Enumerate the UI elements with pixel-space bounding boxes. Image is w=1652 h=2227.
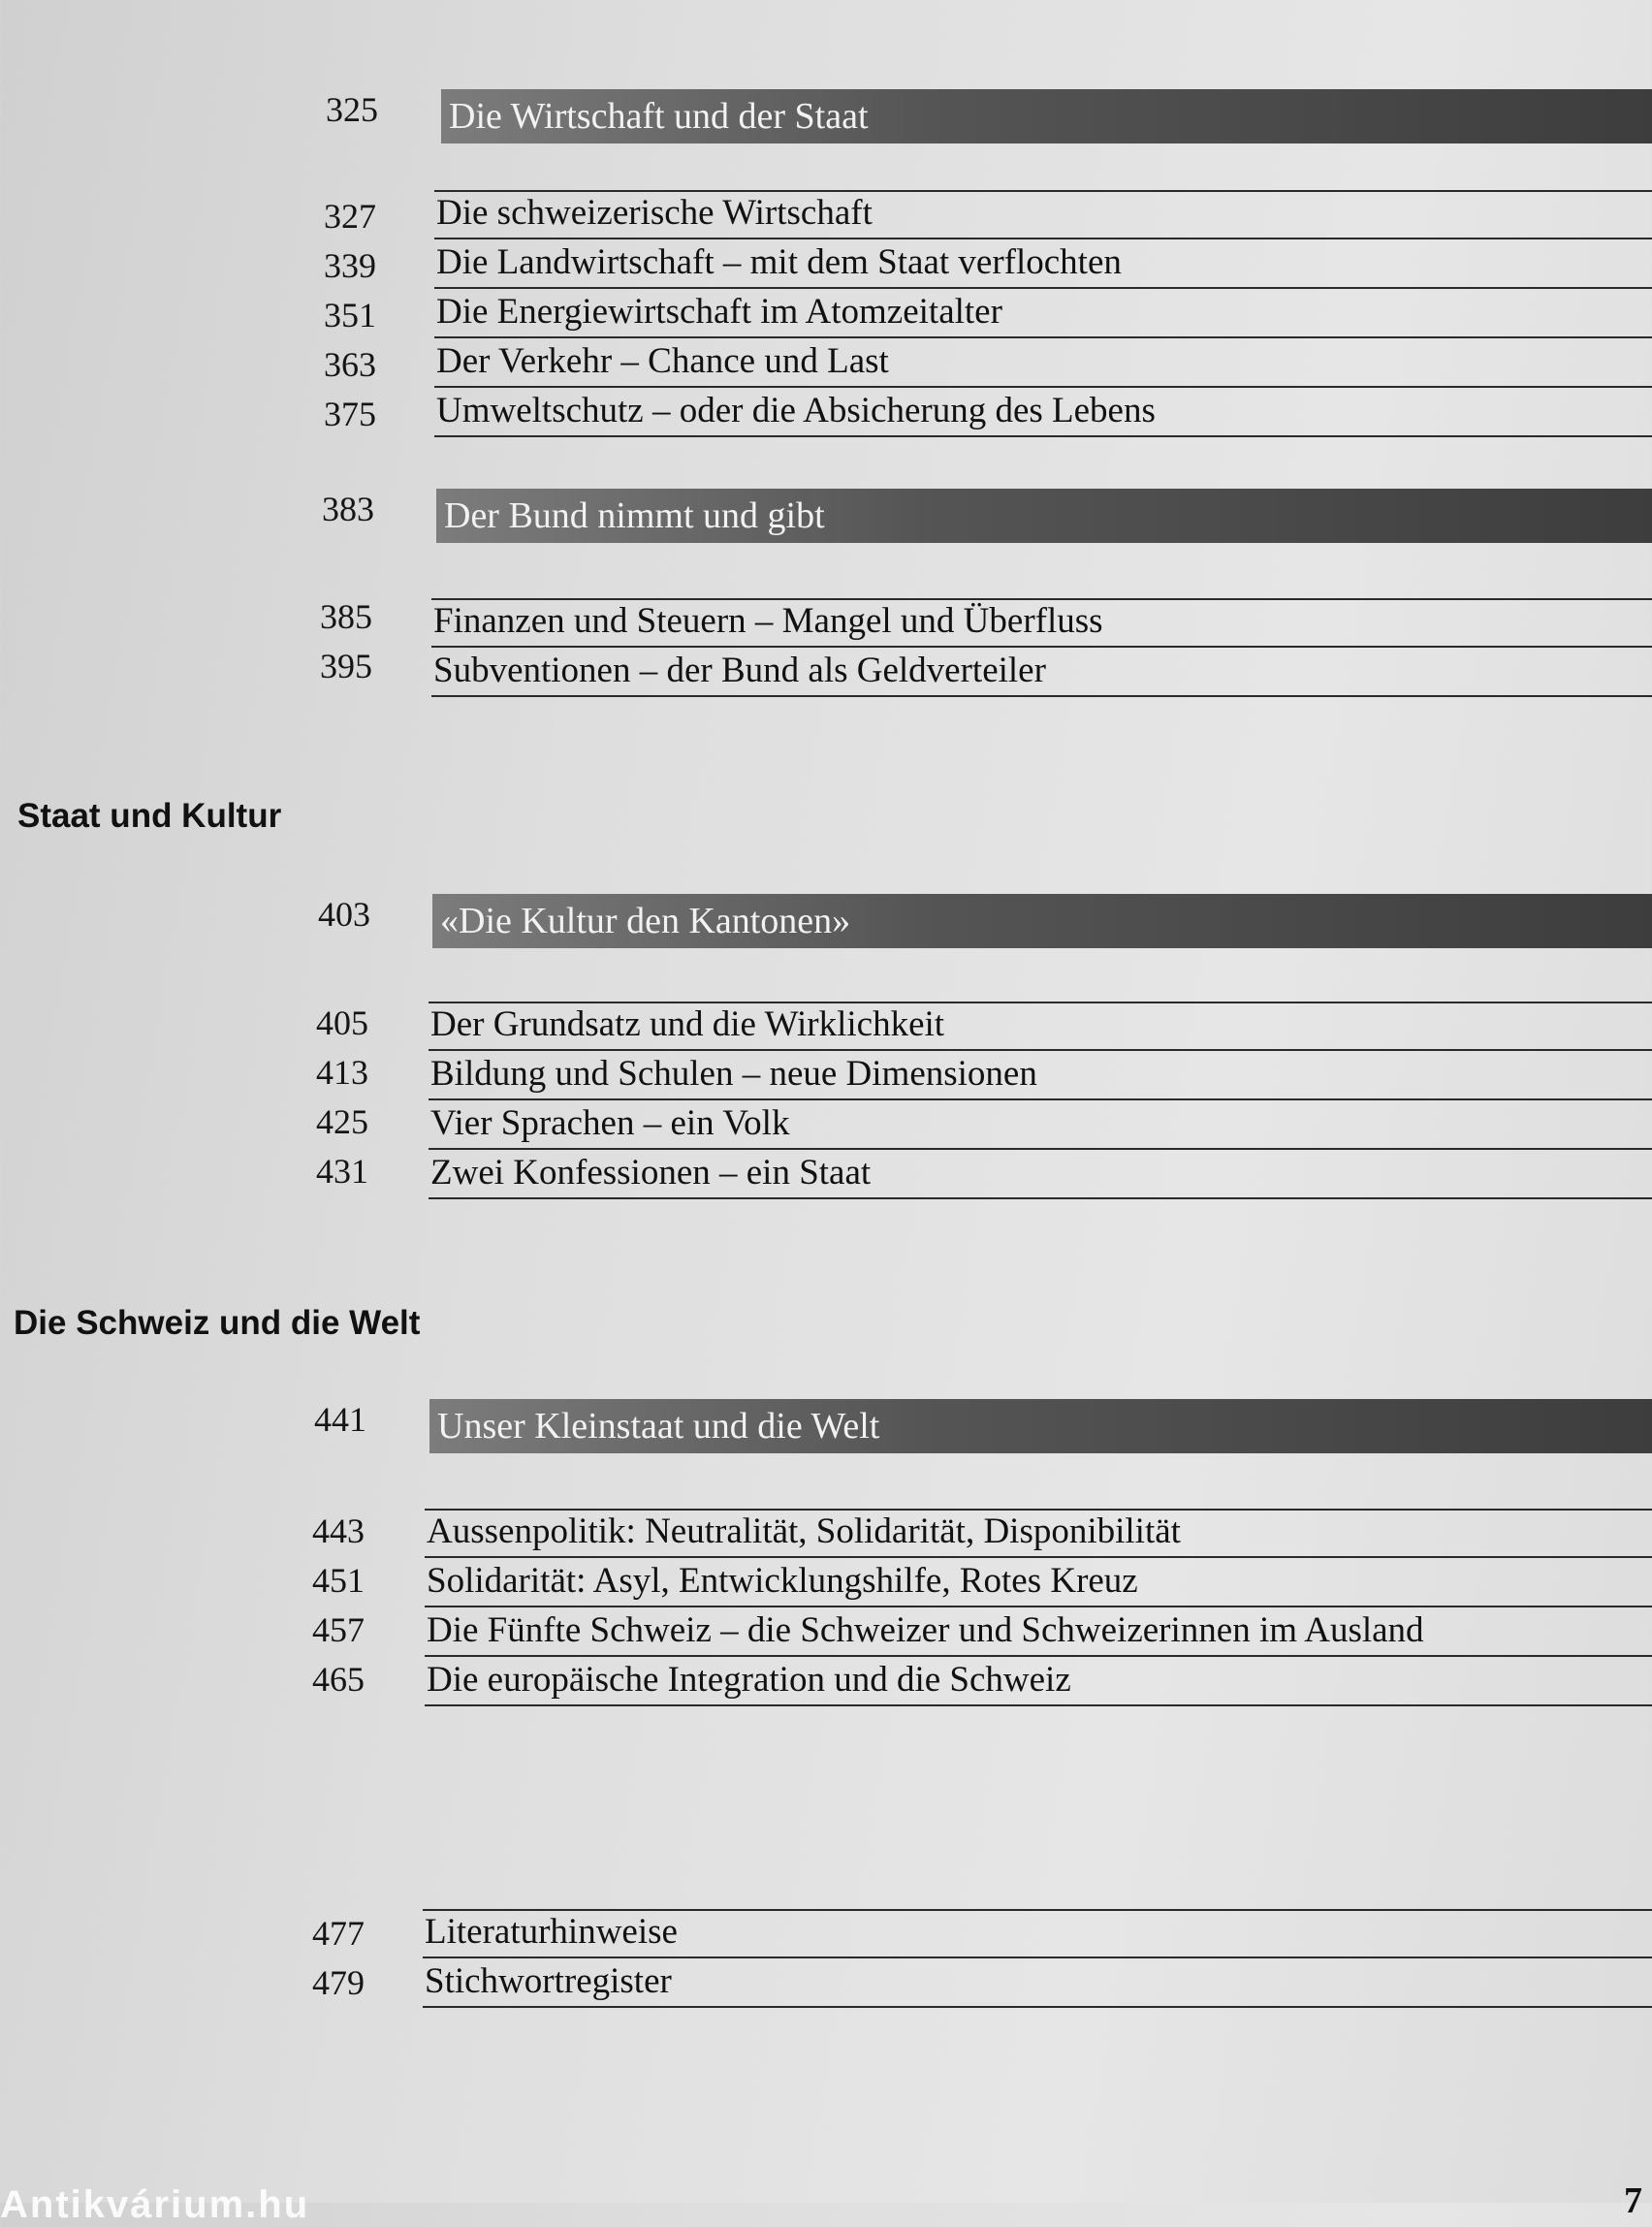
section-heading: Staat und Kultur	[17, 797, 282, 835]
toc-page-number: 443	[312, 1511, 365, 1550]
toc-page-number: 351	[324, 296, 376, 334]
toc-row	[434, 338, 1652, 388]
toc-entry-title: Die schweizerische Wirtschaft	[436, 193, 873, 233]
toc-entry-title: Finanzen und Steuern – Mangel und Überfluss	[433, 601, 1103, 641]
chapter-title-bar: Die Wirtschaft und der Staat	[441, 89, 1652, 143]
toc-row	[434, 289, 1652, 338]
chapter-title-bar: Der Bund nimmt und gibt	[436, 489, 1652, 543]
toc-entry-title: Stichwortregister	[425, 1961, 672, 2001]
toc-row	[429, 1100, 1652, 1150]
toc-entry-title: Die Landwirtschaft – mit dem Staat verflochten	[436, 242, 1122, 282]
toc-row	[431, 648, 1652, 697]
toc-entry-title: Die Energiewirtschaft im Atomzeitalter	[436, 292, 1002, 332]
toc-row	[425, 1509, 1652, 1558]
toc-entry-title: Subventionen – der Bund als Geldverteiler	[433, 651, 1046, 690]
toc-entry-title: Aussenpolitik: Neutralität, Solidarität, Disponibilität	[427, 1511, 1181, 1551]
toc-entry-title: Der Grundsatz und die Wirklichkeit	[430, 1004, 945, 1044]
toc-entry-title: Solidarität: Asyl, Entwicklungshilfe, Rotes Kreuz	[427, 1561, 1138, 1601]
toc-entry-title: Die europäische Integration und die Schweiz	[427, 1660, 1071, 1700]
toc-row	[429, 1002, 1652, 1051]
toc-page-number: 363	[324, 345, 376, 384]
toc-entry-title: Literaturhinweise	[425, 1912, 678, 1952]
toc-entry-title: Bildung und Schulen – neue Dimensionen	[430, 1054, 1037, 1094]
toc-row	[429, 1051, 1652, 1100]
toc-page-number: 395	[320, 647, 372, 685]
toc-page-number: 479	[312, 1963, 365, 2002]
chapter-title-bar: Unser Kleinstaat und die Welt	[429, 1399, 1652, 1453]
chapter-page-number: 441	[314, 1400, 366, 1439]
chapter-page-number: 403	[318, 895, 370, 934]
toc-page-number: 477	[312, 1914, 365, 1953]
toc-entry-title: Der Verkehr – Chance und Last	[436, 341, 889, 381]
toc-page-number: 327	[324, 197, 376, 236]
toc-entry-title: Vier Sprachen – ein Volk	[430, 1103, 790, 1143]
watermark: Antikvárium.hu	[0, 2183, 310, 2226]
toc-row	[423, 1909, 1652, 1958]
toc-page-number: 413	[316, 1053, 368, 1092]
toc-page-number: 425	[316, 1102, 368, 1141]
toc-row	[425, 1558, 1652, 1607]
toc-page-number: 451	[312, 1561, 365, 1600]
toc-page-number: 457	[312, 1610, 365, 1649]
toc-page-number: 375	[324, 395, 376, 433]
chapter-title-bar: «Die Kultur den Kantonen»	[432, 894, 1652, 948]
toc-page-number: 465	[312, 1660, 365, 1699]
toc-page-number: 385	[320, 597, 372, 636]
toc-page-number: 405	[316, 1003, 368, 1042]
toc-row	[434, 190, 1652, 239]
toc-page-number: 431	[316, 1152, 368, 1191]
toc-row	[425, 1657, 1652, 1706]
toc-row	[434, 388, 1652, 437]
toc-row	[431, 598, 1652, 648]
toc-entry-title: Die Fünfte Schweiz – die Schweizer und Schweizerinnen im Ausland	[427, 1610, 1424, 1650]
chapter-page-number: 325	[326, 90, 378, 129]
toc-row	[425, 1607, 1652, 1657]
toc-page-number: 339	[324, 246, 376, 285]
toc-row	[429, 1150, 1652, 1199]
toc-entry-title: Zwei Konfessionen – ein Staat	[430, 1153, 872, 1193]
toc-row	[423, 1958, 1652, 2008]
toc-entry-title: Umweltschutz – oder die Absicherung des Lebens	[436, 391, 1156, 430]
section-heading: Die Schweiz und die Welt	[14, 1304, 421, 1342]
chapter-page-number: 383	[322, 490, 374, 528]
page-number: 7	[1624, 2180, 1642, 2221]
toc-row	[434, 239, 1652, 289]
